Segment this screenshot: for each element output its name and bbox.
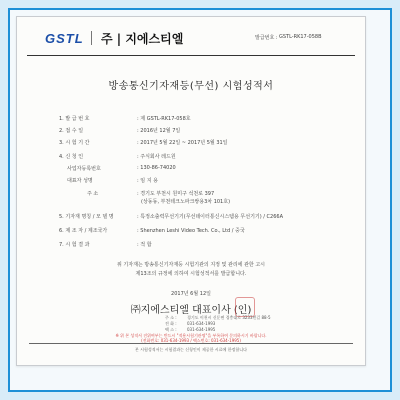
field-value: : 임 지 용 — [137, 178, 158, 184]
field-label: 4. 신 청 인 — [59, 154, 84, 160]
issue-number: GSTL-RK17-058B — [279, 34, 322, 40]
field-label: 3. 시 험 기 간 — [59, 140, 90, 146]
contact-value: 031-634-1995 — [187, 327, 216, 332]
field-label: 6. 제 조 자 / 제조국가 — [59, 228, 108, 234]
field-label: 7. 시 험 결 과 — [59, 242, 90, 248]
statement-line: 제13조의 규정에 의하여 시험성적서를 발급합니다. — [135, 271, 247, 277]
company-seal — [235, 297, 255, 317]
field-label: 5. 기자재 명칭 / 모 델 명 — [59, 214, 114, 220]
field-value: : 특정소출력무선기기(무선데이터통신시스템용 무선기기) / C266A — [137, 214, 284, 220]
field-value: : 적 합 — [137, 242, 152, 248]
contact-label: 주 소 : — [165, 315, 177, 320]
statement-line: 위 기자재는 방송통신기자재등 시험기관의 지정 및 관리에 관한 고시 — [117, 262, 265, 268]
logo-text: GSTL — [45, 31, 84, 46]
footnote: 본 시험성적서는 시험결과는 신청인이 제공한 시료에 한정합니다 — [135, 347, 247, 352]
field-value: : Shenzhen Leshi Video Tech. Co., Ltd / 중국 — [137, 228, 245, 234]
issuer-name: ㈜지에스티엘 대표이사 (인) — [130, 305, 252, 316]
contact-label: 팩 스 : — [165, 327, 177, 332]
issue-date: 2017년 6월 12일 — [171, 291, 211, 297]
field-value: : 경기도 부천시 원미구 석천로 397 — [137, 191, 215, 197]
header-separator — [91, 31, 92, 45]
notice-line: ※ 위 본 성적서 진위여부는 반드시 "적용시험기관명"을 부록하여 문의하시기 바랍니다. — [115, 333, 267, 338]
notice-line: (전화번호: 031-634-1993 / 팩스번호: 031-634-1995) — [141, 338, 241, 343]
field-label: 대표자 성명 — [67, 178, 93, 184]
header-divider — [27, 55, 355, 56]
issue-number-label: 발급번호 : — [255, 35, 278, 41]
field-value: : 2016년 12월 7일 — [137, 128, 181, 134]
certificate-document — [16, 16, 366, 366]
field-label: 1. 발 급 번 호 — [59, 116, 90, 122]
contact-value: 031-634-1993 — [187, 321, 216, 326]
field-value: : 2017년 5월 22일 ~ 2017년 5월 31일 — [137, 140, 228, 146]
field-value: (상동동, 부천테크노파크쌍용3차 101호) — [141, 199, 231, 205]
footer-divider — [29, 343, 353, 344]
field-value: : 제 GSTL-RK17-058호 — [137, 116, 191, 122]
field-value: : 130-86-74020 — [137, 165, 176, 171]
field-value: : 주식회사 레드원 — [137, 154, 176, 160]
contact-label: 전 화 : — [165, 321, 177, 326]
contact-value: 경기도 이천시 신둔면 경충대로 3233번길 88-5 — [187, 315, 271, 320]
company-name: 주 | 지에스티엘 — [101, 32, 184, 46]
document-title: 방송통신기자재등(무선) 시험성적서 — [108, 81, 274, 92]
field-label: 사업자등록번호 — [67, 166, 101, 172]
field-label: 2. 접 수 일 — [59, 128, 84, 134]
field-label: 주 소 — [87, 191, 99, 197]
